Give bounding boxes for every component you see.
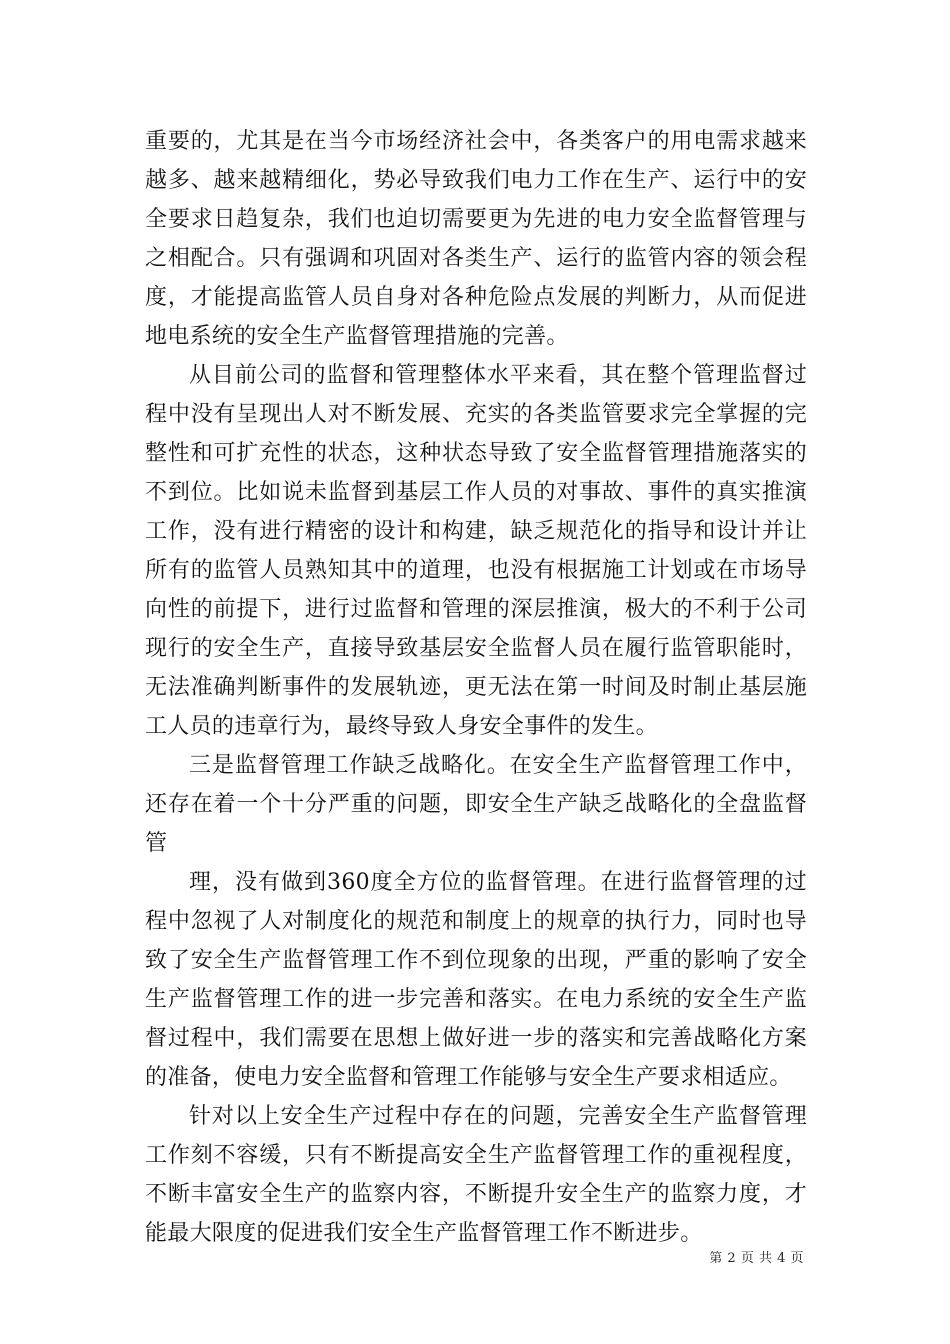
page-number-footer: 第 2 页 共 4 页 — [709, 1251, 804, 1266]
body-text — [145, 122, 807, 1253]
paragraph-3: 三是监督管理工作缺乏战略化。在安全生产监督管理工作中，还存在着一个十分严重的问题，即安全生产缺乏战略化的全盘监督管 — [145, 753, 807, 856]
paragraph-2: 从目前公司的监督和管理整体水平来看，其在整个管理监督过程中没有呈现出人对不断发展、充实的各类监管要求完全掌握的完整性和可扩充性的状态，这种状态导致了安全监督管理措施落实的不到位。比如说未监督到基层工作人员的对事故、事件的真实推演工作，没有进行精密的设计和构建，缺乏规范化的指导和设计并让所有的监管人员熟知其中的道理，也没有根据施工计划或在市场导向性的前提下，进行过监督和管理的深层推演，极大的不利于公司现行的安全生产，直接导致基层安全监督人员在履行监管职能时，无法准确判断事件的发展轨迹，更无法在第一时间及时制止基层施工人员的违章行为，最终导致人身安全事件的发生。 — [145, 363, 807, 739]
paragraph-5: 针对以上安全生产过程中存在的问题，完善安全生产监督管理工作刻不容缓，只有不断提高安全生产监督管理工作的重视程度，不断丰富安全生产的监察内容，不断提升安全生产的监察力度，才能最大限度的促进我们安全生产监督管理工作不断进步。 — [145, 1104, 807, 1246]
paragraph-4: 理，没有做到360度全方位的监督管理。在进行监督管理的过程中忽视了人对制度化的规范和制度上的规章的执行力，同时也导致了安全生产监督管理工作不到位现象的出现，严重的影响了安全生产监督管理工作的进一步完善和落实。在电力系统的安全生产监督过程中，我们需要在思想上做好进一步的落实和完善战略化方案的准备，使电力安全监督和管理工作能够与安全生产要求相适应。 — [145, 870, 807, 1090]
paragraph-1: 重要的，尤其是在当今市场经济社会中，各类客户的用电需求越来越多、越来越精细化，势必导致我们电力工作在生产、运行中的安全要求日趋复杂，我们也迫切需要更为先进的电力安全监督管理与之相配合。只有强调和巩固对各类生产、运行的监管内容的领会程度，才能提高监管人员自身对各种危险点发展的判断力，从而促进地电系统的安全生产监督管理措施的完善。 — [145, 129, 807, 349]
